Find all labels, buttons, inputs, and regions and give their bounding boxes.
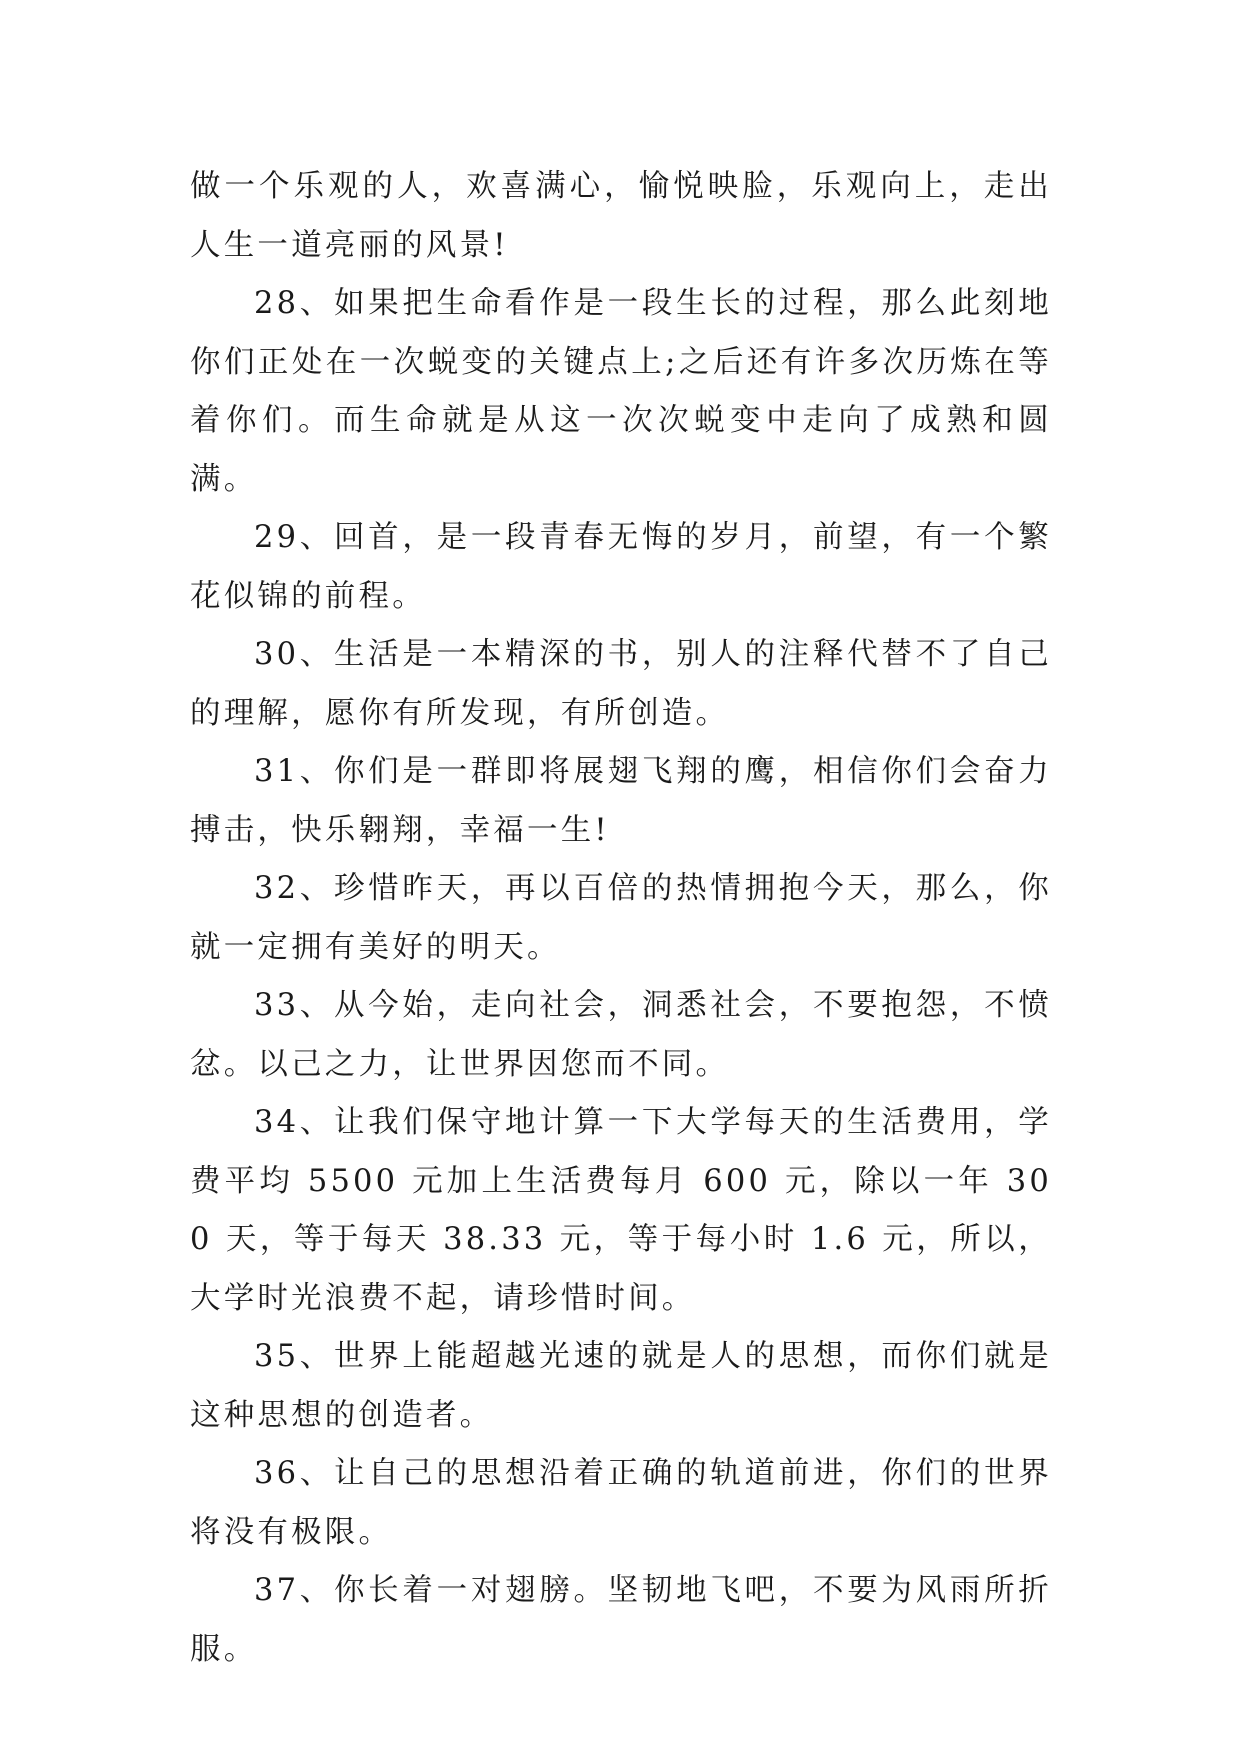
paragraph-35: 35、世界上能超越光速的就是人的思想，而你们就是这种思想的创造者。 <box>190 1339 1052 1433</box>
paragraph-29: 29、回首，是一段青春无悔的岁月，前望，有一个繁花似锦的前程。 <box>190 520 1052 614</box>
paragraph-36: 36、让自己的思想沿着正确的轨道前进，你们的世界将没有极限。 <box>190 1456 1052 1550</box>
paragraph-33: 33、从今始，走向社会，洞悉社会，不要抱怨，不愤忿。以己之力，让世界因您而不同。 <box>190 988 1052 1082</box>
paragraph-continued: 做一个乐观的人，欢喜满心，愉悦映脸，乐观向上，走出人生一道亮丽的风景! <box>190 169 1052 263</box>
paragraph-34: 34、让我们保守地计算一下大学每天的生活费用，学费平均 5500 元加上生活费每月 600 元，除以一年 300 天，等于每天 38.33 元，等于每小时 1.6 元，所以，大学时光浪费不起，请珍惜时间。 <box>190 1105 1052 1316</box>
paragraph-28: 28、如果把生命看作是一段生长的过程，那么此刻地你们正处在一次蜕变的关键点上;之后还有许多次历炼在等着你们。而生命就是从这一次次蜕变中走向了成熟和圆满。 <box>190 286 1052 497</box>
document-page <box>190 158 1052 1679</box>
paragraph-31: 31、你们是一群即将展翅飞翔的鹰，相信你们会奋力搏击，快乐翱翔，幸福一生! <box>190 754 1052 848</box>
paragraph-37: 37、你长着一对翅膀。坚韧地飞吧，不要为风雨所折服。 <box>190 1573 1052 1667</box>
paragraph-30: 30、生活是一本精深的书，别人的注释代替不了自己的理解，愿你有所发现，有所创造。 <box>190 637 1052 731</box>
paragraph-32: 32、珍惜昨天，再以百倍的热情拥抱今天，那么，你就一定拥有美好的明天。 <box>190 871 1052 965</box>
